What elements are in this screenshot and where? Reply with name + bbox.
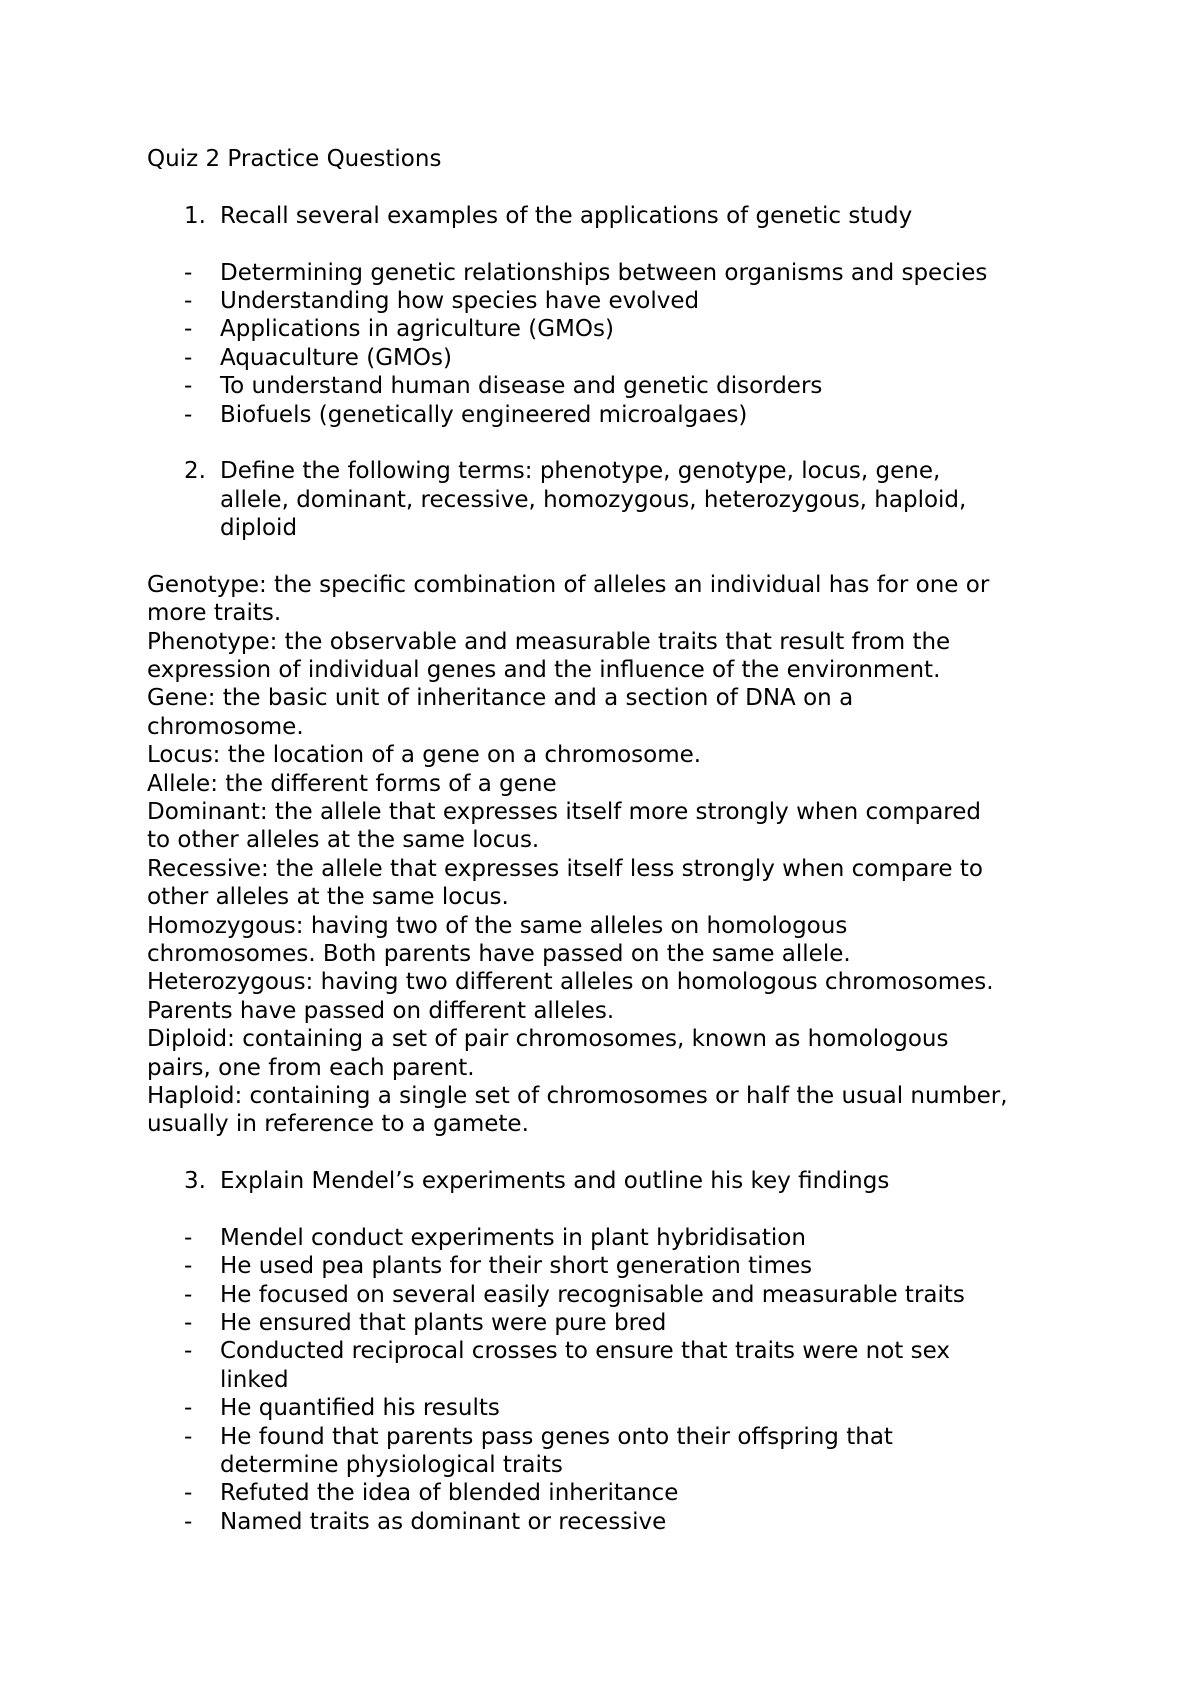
list-item: - Understanding how species have evolved — [184, 287, 700, 314]
list-item: - He used pea plants for their short generation times — [184, 1253, 813, 1280]
definition-line: chromosomes. Both parents have passed on the same allele. — [147, 940, 851, 967]
definition-line: usually in reference to a gamete. — [147, 1111, 529, 1138]
question-3 — [147, 1167, 1077, 1195]
definition-line: Allele: the different forms of a gene — [147, 770, 557, 797]
list-item: - Named traits as dominant or recessive — [184, 1508, 667, 1535]
list-item: - He focused on several easily recognisable and measurable traits — [184, 1281, 965, 1308]
page-title: Quiz 2 Practice Questions — [147, 146, 442, 172]
list-item: - Applications in agriculture (GMOs) — [184, 316, 614, 343]
definition-line: other alleles at the same locus. — [147, 884, 509, 911]
definition-line: Locus: the location of a gene on a chromosome. — [147, 742, 702, 769]
definition-line: chromosome. — [147, 713, 304, 740]
question-text: Recall several examples of the applications of genetic study — [220, 202, 913, 229]
bullet-dash: - — [184, 287, 193, 314]
question-2 — [147, 457, 1077, 542]
definition-line: Diploid: containing a set of pair chromosomes, known as homologous — [147, 1026, 949, 1053]
bullet-dash: - — [184, 373, 193, 400]
list-item: - Refuted the idea of blended inheritance — [184, 1480, 679, 1507]
list-item: - He found that parents pass genes onto their offspring that determine physiological traits — [184, 1423, 893, 1478]
q3-bullet-list — [147, 1224, 1077, 1536]
q1-bullet-list — [147, 259, 1077, 429]
question-number: 3. — [184, 1168, 206, 1195]
question-text: diploid — [220, 515, 298, 542]
question-1 — [147, 202, 1077, 230]
bullet-dash: - — [184, 316, 193, 343]
question-text: allele, dominant, recessive, homozygous, heterozygous, haploid, — [220, 486, 967, 513]
bullet-dash: - — [184, 1480, 193, 1507]
bullet-dash: - — [184, 1224, 193, 1251]
definition-line: Genotype: the specific combination of alleles an individual has for one or — [147, 571, 990, 598]
question-text: Define the following terms: phenotype, genotype, locus, gene, — [220, 458, 941, 485]
bullet-dash: - — [184, 344, 193, 371]
list-item: - He quantified his results — [184, 1395, 500, 1422]
list-item: - Biofuels (genetically engineered microalgaes) — [184, 401, 748, 428]
definition-line: Recessive: the allele that expresses itself less strongly when compare to — [147, 855, 983, 882]
list-item: - Conducted reciprocal crosses to ensure that traits were not sex linked — [184, 1338, 950, 1393]
bullet-dash: - — [184, 1310, 193, 1337]
definition-line: pairs, one from each parent. — [147, 1054, 475, 1081]
definition-line: Heterozygous: having two different alleles on homologous chromosomes. — [147, 969, 994, 996]
list-item: - Mendel conduct experiments in plant hybridisation — [184, 1224, 806, 1251]
definition-line: to other alleles at the same locus. — [147, 827, 540, 854]
question-number: 2. — [184, 458, 206, 485]
definition-line: Haploid: containing a single set of chromosomes or half the usual number, — [147, 1082, 1008, 1109]
definition-line: Gene: the basic unit of inheritance and a section of DNA on a — [147, 685, 854, 712]
bullet-dash: - — [184, 1395, 193, 1422]
question-number: 1. — [184, 202, 206, 229]
definition-line: Phenotype: the observable and measurable traits that result from the — [147, 628, 951, 655]
document-body — [147, 145, 1077, 1536]
bullet-dash: - — [184, 259, 193, 286]
definition-line: expression of individual genes and the influence of the environment. — [147, 657, 941, 684]
bullet-dash: - — [184, 1281, 193, 1308]
bullet-dash: - — [184, 1423, 193, 1450]
definition-line: Parents have passed on different alleles. — [147, 997, 615, 1024]
bullet-dash: - — [184, 1253, 193, 1280]
definition-line: Dominant: the allele that expresses itself more strongly when compared — [147, 798, 982, 825]
list-item: - He ensured that plants were pure bred — [184, 1310, 667, 1337]
list-item: - Aquaculture (GMOs) — [184, 344, 452, 371]
definition-line: more traits. — [147, 600, 282, 627]
question-text: Explain Mendel’s experiments and outline his key findings — [220, 1168, 890, 1195]
list-item: - To understand human disease and genetic disorders — [184, 373, 823, 400]
definition-line: Homozygous: having two of the same alleles on homologous — [147, 912, 848, 939]
definitions — [147, 571, 1077, 1139]
bullet-dash: - — [184, 401, 193, 428]
bullet-dash: - — [184, 1508, 193, 1535]
list-item: - Determining genetic relationships between organisms and species — [184, 259, 988, 286]
bullet-dash: - — [184, 1338, 193, 1365]
